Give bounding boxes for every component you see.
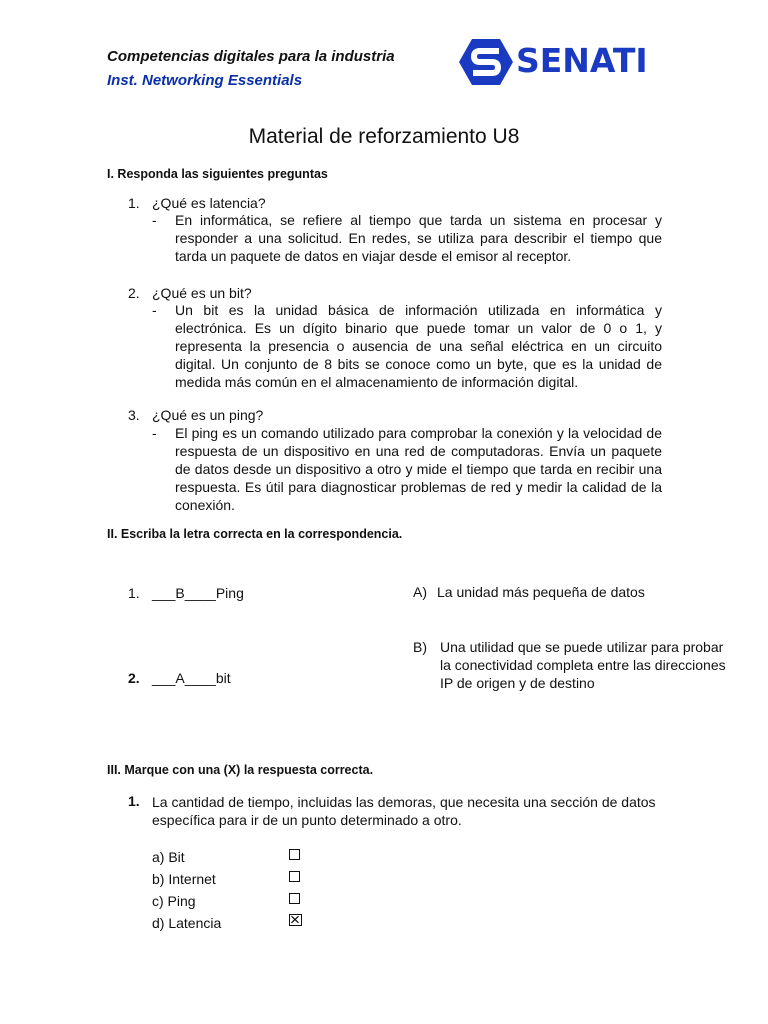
- header-course-title: Competencias digitales para la industria: [107, 48, 395, 65]
- option-text: Una utilidad que se puede utilizar para probar la conectividad completa entre las direcciones IP de origen y de destino: [440, 639, 726, 691]
- section-2-heading: II. Escriba la letra correcta en la correspondencia.: [107, 527, 403, 541]
- choice-option-b: b) Internet: [152, 871, 216, 887]
- page-title: Material de reforzamiento U8: [248, 125, 520, 148]
- answer-3: [152, 424, 662, 514]
- match-option-a: [413, 583, 713, 601]
- checkbox-a[interactable]: [289, 849, 300, 860]
- checkbox-b[interactable]: [289, 871, 300, 882]
- section-3-question-number: 1.: [128, 793, 140, 809]
- option-letter: A): [413, 584, 427, 600]
- match-item-2: [128, 670, 231, 686]
- checkbox-d[interactable]: [289, 914, 302, 926]
- senati-logo-icon: [458, 37, 514, 87]
- match-number: 1.: [128, 585, 140, 601]
- question-2: [128, 285, 252, 301]
- question-number: 2.: [128, 285, 140, 301]
- option-letter: B): [413, 639, 427, 655]
- match-number: 2.: [128, 670, 140, 686]
- answer-2: [152, 301, 662, 391]
- section-1-heading: I. Responda las siguientes preguntas: [107, 167, 328, 181]
- answer-text: En informática, se refiere al tiempo que tarda un sistema en procesar y responder a una solicitud. En redes, se utiliza para describir el tiempo que tarda un paquete de datos en viajar desde el emisor al receptor.: [175, 212, 662, 264]
- question-3: [128, 407, 263, 423]
- answer-dash: -: [152, 212, 157, 228]
- checkmark-x-icon: [290, 915, 300, 924]
- question-text: ¿Qué es un ping?: [152, 407, 264, 423]
- option-text: La unidad más pequeña de datos: [437, 584, 645, 600]
- match-blank: ___A____bit: [152, 670, 231, 686]
- answer-1: [152, 211, 662, 265]
- senati-logo: [458, 37, 658, 87]
- choice-option-d: d) Latencia: [152, 915, 222, 931]
- question-text: ¿Qué es latencia?: [152, 195, 266, 211]
- question-number: 1.: [128, 195, 140, 211]
- logo-text: SENATI: [516, 41, 648, 80]
- question-number: 3.: [128, 407, 140, 423]
- answer-text: Un bit es la unidad básica de información utilizada en informática y electrónica. Es un dígito binario que puede tomar un valor de 0 o 1, y representa la presencia o ausencia de una señal eléctrica en un circuito digital. Un conjunto de 8 bits se conoce como un byte, que es la unidad de medida más común en el almacenamiento de información digital.: [175, 302, 662, 390]
- header-subtitle: Inst. Networking Essentials: [107, 72, 303, 89]
- choice-option-c: c) Ping: [152, 893, 196, 909]
- answer-text: El ping es un comando utilizado para comprobar la conexión y la velocidad de respuesta de un dispositivo en una red de computadoras. Envía un paquete de datos desde un dispositivo a otro y mide el tiempo que tarda en recibir una respuesta. Es útil para diagnosticar problemas de red y medir la calidad de la conexión.: [175, 425, 662, 513]
- section-3-heading: III. Marque con una (X) la respuesta correcta.: [107, 763, 374, 777]
- match-item-1: [128, 585, 244, 601]
- answer-dash: -: [152, 425, 157, 441]
- question-1: [128, 195, 266, 211]
- match-blank: ___B____Ping: [152, 585, 244, 601]
- section-3-question-text: La cantidad de tiempo, incluidas las demoras, que necesita una sección de datos específica para ir de un punto determinado a otro.: [152, 794, 656, 828]
- match-option-b: [413, 638, 733, 692]
- question-text: ¿Qué es un bit?: [152, 285, 252, 301]
- answer-dash: -: [152, 302, 157, 318]
- checkbox-c[interactable]: [289, 893, 300, 904]
- choice-option-a: a) Bit: [152, 849, 185, 865]
